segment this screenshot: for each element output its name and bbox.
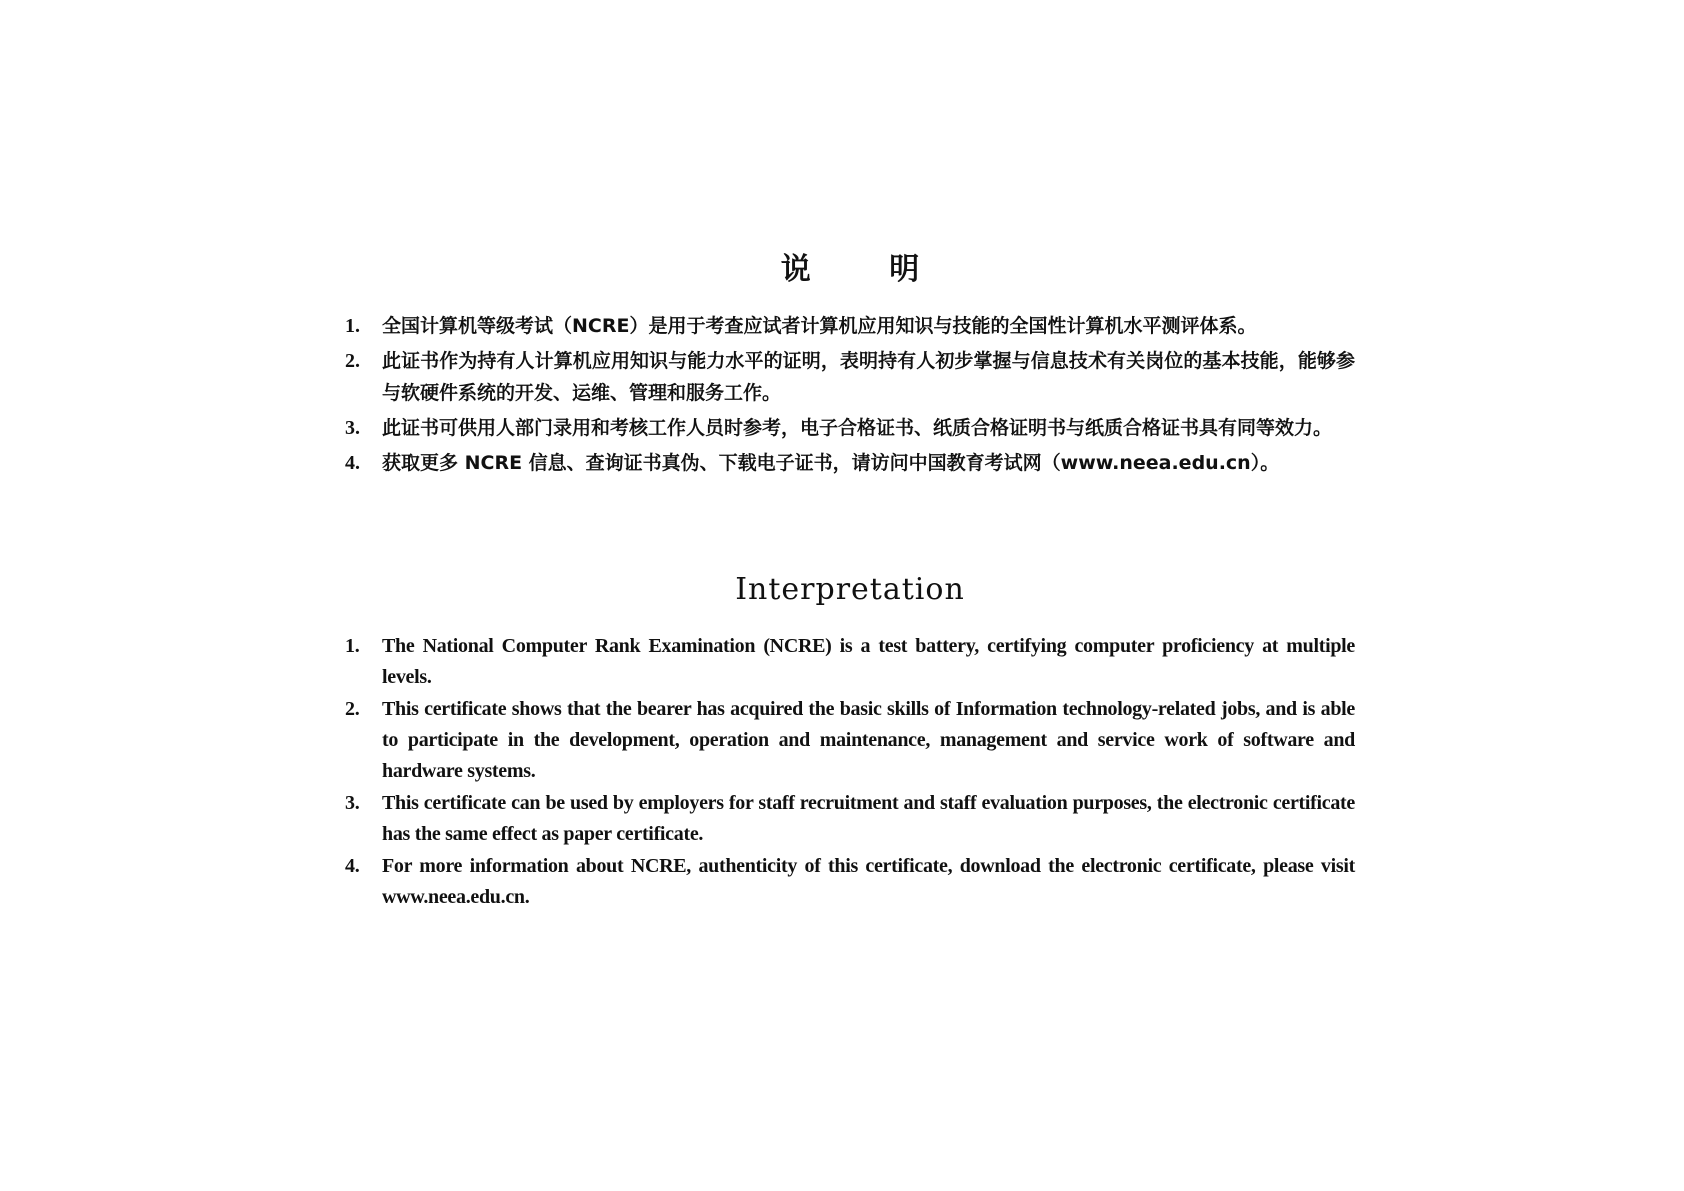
chinese-explanation-list — [345, 310, 1355, 479]
item-number: 4. — [345, 452, 360, 474]
list-item — [345, 310, 1355, 342]
item-text: 获取更多 NCRE 信息、查询证书真伪、下载电子证书，请访问中国教育考试网（www.neea.edu.cn）。 — [382, 452, 1280, 474]
chinese-title: 说 明 — [780, 252, 954, 287]
item-text: 全国计算机等级考试（NCRE）是用于考查应试者计算机应用知识与技能的全国性计算机水平测评体系。 — [382, 315, 1257, 337]
item-text: 此证书可供用人部门录用和考核工作人员时参考，电子合格证书、纸质合格证明书与纸质合格证书具有同等效力。 — [382, 417, 1333, 439]
item-text: 此证书作为持有人计算机应用知识与能力水平的证明，表明持有人初步掌握与信息技术有关岗位的基本技能，能够参与软硬件系统的开发、运维、管理和服务工作。 — [382, 350, 1355, 404]
item-number: 1. — [345, 635, 360, 657]
list-item — [345, 412, 1355, 444]
item-number: 1. — [345, 315, 360, 337]
list-item — [345, 631, 1355, 693]
item-text: This certificate shows that the bearer has acquired the basic skills of Information technology-related jobs, and is able to participate in the development, operation and maintenance, management and service work of software and hardware systems. — [382, 698, 1355, 782]
item-text: The National Computer Rank Examination (NCRE) is a test battery, certifying computer proficiency at multiple levels. — [382, 635, 1355, 688]
item-number: 2. — [345, 350, 360, 372]
english-title: Interpretation — [735, 572, 965, 607]
item-text: This certificate can be used by employers for staff recruitment and staff evaluation purposes, the electronic certificate has the same effect as paper certificate. — [382, 792, 1355, 845]
item-number: 4. — [345, 855, 360, 877]
list-item — [345, 694, 1355, 787]
item-text: For more information about NCRE, authenticity of this certificate, download the electronic certificate, please visit www.neea.edu.cn. — [382, 855, 1355, 908]
list-item — [345, 345, 1355, 409]
item-number: 2. — [345, 698, 360, 720]
item-number: 3. — [345, 792, 360, 814]
list-item — [345, 447, 1355, 479]
english-interpretation-section — [345, 572, 1355, 914]
list-item — [345, 851, 1355, 913]
chinese-explanation-section — [345, 244, 1355, 482]
list-item — [345, 788, 1355, 850]
english-interpretation-list — [345, 631, 1355, 913]
item-number: 3. — [345, 417, 360, 439]
